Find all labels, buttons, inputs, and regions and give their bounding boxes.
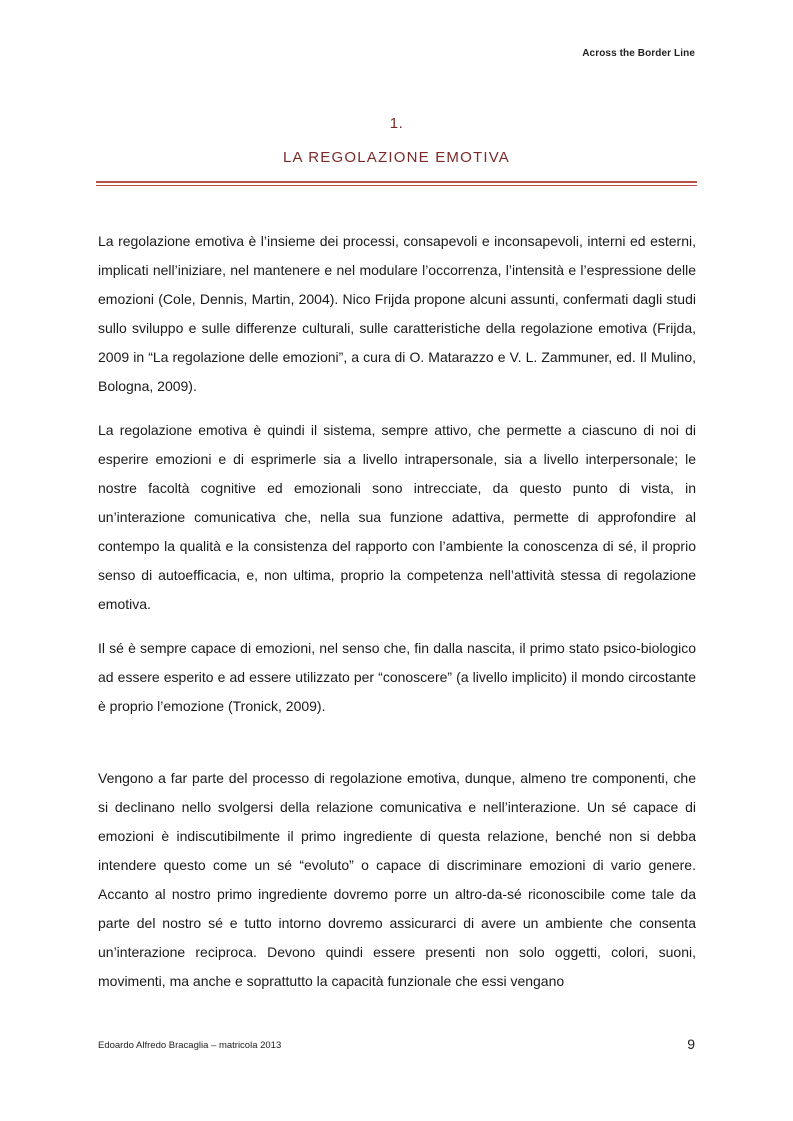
paragraph-2: La regolazione emotiva è quindi il sistema, sempre attivo, che permette a ciascuno di noi di esperire emozioni e di esprimerle sia a livello intrapersonale, sia a livello interpersonale; le nostre facoltà cognitive ed emozionali sono intrecciate, da questo punto di vista, in un’interazione comunicativa che, nella sua funzione adattiva, permette di approfondire al contempo la qualità e la consistenza del rapporto con l’ambiente la conoscenza di sé, il proprio senso di autoefficacia, e, non ultima, proprio la competenza nell’attività stessa di regolazione emotiva. xyxy=(98,422,696,612)
running-header: Across the Border Line xyxy=(582,48,695,59)
paragraph-1: La regolazione emotiva è l’insieme dei processi, consapevoli e inconsapevoli, interni ed esterni, implicati nell’iniziare, nel mantenere e nel modulare l’occorrenza, l’intensità e l’espressione delle emozioni (Cole, Dennis, Martin, 2004). Nico Frijda propone alcuni assunti, confermati dagli studi sullo sviluppo e sulle differenze culturali, sulle caratteristiche della regolazione emotiva (Frijda, 2009 in “La regolazione delle emozioni”, a cura di O. Matarazzo e V. L. Zammuner, ed. Il Mulino, Bologna, 2009). xyxy=(98,233,696,394)
title-divider-thick-line xyxy=(96,181,697,183)
chapter-number: 1. xyxy=(389,115,404,132)
paragraph-3: Il sé è sempre capace di emozioni, nel senso che, fin dalla nascita, il primo stato psico-biologico ad essere esperito e ad essere utilizzato per “conoscere” (a livello implicito) il mondo circostante è proprio l’emozione (Tronick, 2009). xyxy=(98,640,696,714)
body-text xyxy=(98,227,696,1011)
paragraph-4: Vengono a far parte del processo di regolazione emotiva, dunque, almeno tre componenti, che si declinano nello svolgersi della relazione comunicativa e nell’interazione. Un sé capace di emozioni è indiscutibilmente il primo ingrediente di questa relazione, benché non si debba intendere questo come un sé “evoluto” o capace di discriminare emozioni di vario genere. Accanto al nostro primo ingrediente dovremo porre un altro-da-sé riconoscibile come tale da parte del nostro sé e tutto intorno dovremo assicurarci di avere un ambiente che consenta un’interazione reciproca. Devono quindi essere presenti non solo oggetti, colori, suoni, movimenti, ma anche e soprattutto la capacità funzionale che essi vengano xyxy=(98,770,696,989)
title-divider xyxy=(96,181,697,187)
footer-author: Edoardo Alfredo Bracaglia – matricola 2013 xyxy=(98,1040,282,1051)
page-number: 9 xyxy=(687,1036,695,1052)
title-divider-thin-line xyxy=(96,185,697,186)
chapter-title: LA REGOLAZIONE EMOTIVA xyxy=(282,149,510,166)
